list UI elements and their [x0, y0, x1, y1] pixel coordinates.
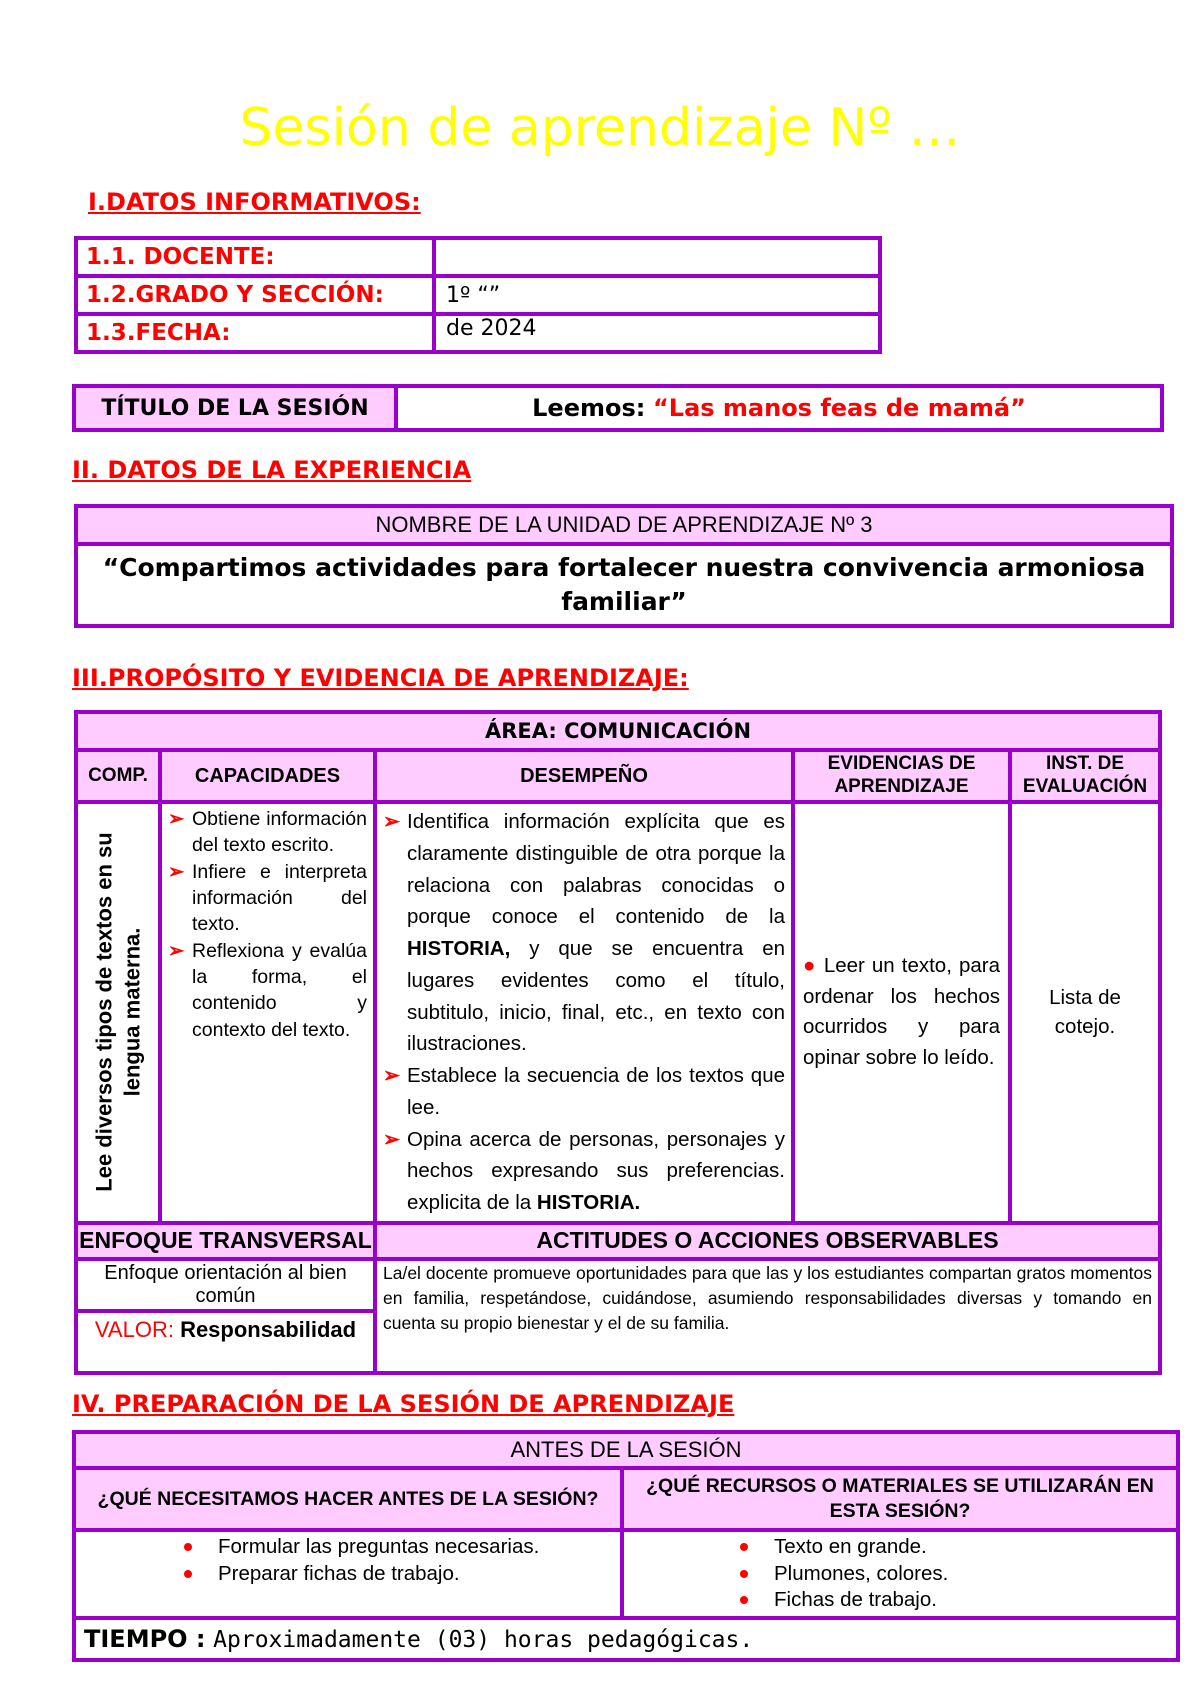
list-item: Plumones, colores. [740, 1561, 1176, 1588]
competencia-text: Lee diversos tipos de textos en su lengua materna. [91, 832, 144, 1193]
capacidad-item: ➢ Obtiene información del texto escrito. [168, 808, 367, 857]
valor-cell [76, 1311, 375, 1373]
prep-table [72, 1430, 1180, 1662]
prep-question-2: ¿QUÉ RECURSOS O MATERIALES SE UTILIZARÁN EN ESTA SESIÓN? [622, 1468, 1178, 1530]
unit-name: “Compartimos actividades para fortalecer nuestra convivencia armoniosa familiar” [76, 544, 1172, 626]
arrow-bullet-icon: ➢ [383, 810, 401, 833]
session-title-table [72, 384, 1164, 432]
valor-text: Responsabilidad [180, 1316, 357, 1342]
purpose-table [74, 710, 1162, 1375]
capacidad-item: ➢ Infiere e interpreta información del texto. [168, 860, 367, 936]
section-heading-experiencia: II. DATOS DE LA EXPERIENCIA [72, 456, 472, 484]
list-item: Texto en grande. [740, 1534, 1176, 1561]
desempeno-item: ➢ Identifica información explícita que es claramente distinguible de otra porque la relaciona con palabras conocidas o porque conoce el contenido de la HISTORIA, y que se encuentra en lugares evidentes como el título, subtitulo, inicio, final, etc., en texto con ilustraciones. [383, 806, 785, 1060]
fecha-label: 1.3.FECHA: [76, 314, 434, 352]
tiempo-cell [74, 1618, 1178, 1660]
competencia-cell [76, 802, 160, 1223]
fecha-value: de 2024 [434, 314, 880, 352]
list-item: Formular las preguntas necesarias. [184, 1534, 620, 1561]
section-heading-proposito: III.PROPÓSITO Y EVIDENCIA DE APRENDIZAJE: [72, 664, 689, 692]
info-table [74, 236, 882, 354]
desempeno-item: ➢ Establece la secuencia de los textos que lee. [383, 1060, 785, 1124]
session-title-prefix: Leemos: [532, 394, 646, 422]
red-bullet-icon [740, 1596, 748, 1604]
session-title-text: “Las manos feas de mamá” [653, 394, 1026, 422]
section-heading-preparacion: IV. PREPARACIÓN DE LA SESIÓN DE APRENDIZAJE [72, 1390, 735, 1418]
prep-list-1-cell [74, 1530, 622, 1618]
prep-list-2 [740, 1534, 1176, 1614]
valor-label: VALOR: [94, 1316, 174, 1342]
section-heading-datos-informativos: I.DATOS INFORMATIVOS: [88, 188, 421, 216]
col-header-inst: INST. DE EVALUACIÓN [1010, 750, 1160, 802]
actitudes-header: ACTITUDES O ACCIONES OBSERVABLES [375, 1223, 1160, 1259]
arrow-bullet-icon: ➢ [168, 808, 185, 830]
col-header-evidencias: EVIDENCIAS DE APRENDIZAJE [793, 750, 1010, 802]
arrow-bullet-icon: ➢ [168, 939, 185, 962]
session-title-label: TÍTULO DE LA SESIÓN [74, 386, 396, 430]
prep-list-1 [184, 1534, 620, 1587]
prep-header: ANTES DE LA SESIÓN [74, 1432, 1178, 1468]
red-bullet-icon: ● [803, 953, 817, 977]
unit-header: NOMBRE DE LA UNIDAD DE APRENDIZAJE Nº 3 [76, 506, 1172, 544]
prep-list-2-cell [622, 1530, 1178, 1618]
red-bullet-icon [184, 1543, 192, 1551]
enfoque-header: ENFOQUE TRANSVERSAL [76, 1223, 375, 1259]
grado-value: 1º “” [434, 276, 880, 314]
page-title: Sesión de aprendizaje Nº … [239, 98, 961, 158]
list-item: Fichas de trabajo. [740, 1587, 1176, 1614]
enfoque-text: Enfoque orientación al bien común [76, 1259, 375, 1311]
desempeno-list [383, 806, 785, 1219]
list-item: Preparar fichas de trabajo. [184, 1561, 620, 1588]
red-bullet-icon [184, 1570, 192, 1578]
arrow-bullet-icon: ➢ [383, 1064, 401, 1088]
unit-table [74, 504, 1174, 628]
desempeno-item: ➢ Opina acerca de personas, personajes y hechos expresando sus preferencias. explicita de la HISTORIA. [383, 1124, 785, 1219]
arrow-bullet-icon: ➢ [383, 1127, 401, 1151]
capacidad-item: ➢ Reflexiona y evalúa la forma, el contenido y contexto del texto. [168, 939, 367, 1041]
col-header-capacidades: CAPACIDADES [160, 750, 375, 802]
docente-label: 1.1. DOCENTE: [76, 238, 434, 276]
instrumento-cell: Lista de cotejo. [1010, 802, 1160, 1223]
red-bullet-icon [740, 1543, 748, 1551]
arrow-bullet-icon: ➢ [168, 860, 185, 883]
col-header-comp: COMP. [76, 750, 160, 802]
desempeno-cell [375, 802, 793, 1223]
prep-question-1: ¿QUÉ NECESITAMOS HACER ANTES DE LA SESIÓN? [74, 1468, 622, 1530]
docente-value [434, 238, 880, 276]
session-title-cell [396, 386, 1162, 430]
evidencia-cell [793, 802, 1010, 1223]
grado-label: 1.2.GRADO Y SECCIÓN: [76, 276, 434, 314]
actitudes-text: La/el docente promueve oportunidades para que las y los estudiantes compartan gratos momentos en familia, respetándose, cuidándose, asumiendo responsabilidades diversas y tomando en cuenta su propio bienestar y el de su familia. [375, 1259, 1160, 1373]
capacidades-cell [160, 802, 375, 1223]
col-header-desempeno: DESEMPEÑO [375, 750, 793, 802]
red-bullet-icon [740, 1570, 748, 1578]
tiempo-label: TIEMPO : [84, 1625, 206, 1653]
area-header: ÁREA: COMUNICACIÓN [76, 712, 1160, 750]
tiempo-text: Aproximadamente (03) horas pedagógicas. [213, 1627, 754, 1653]
evidencia-text: Leer un texto, para ordenar los hechos ocurridos y para opinar sobre lo leído. [803, 953, 1000, 1070]
capacidades-list [168, 806, 367, 1043]
